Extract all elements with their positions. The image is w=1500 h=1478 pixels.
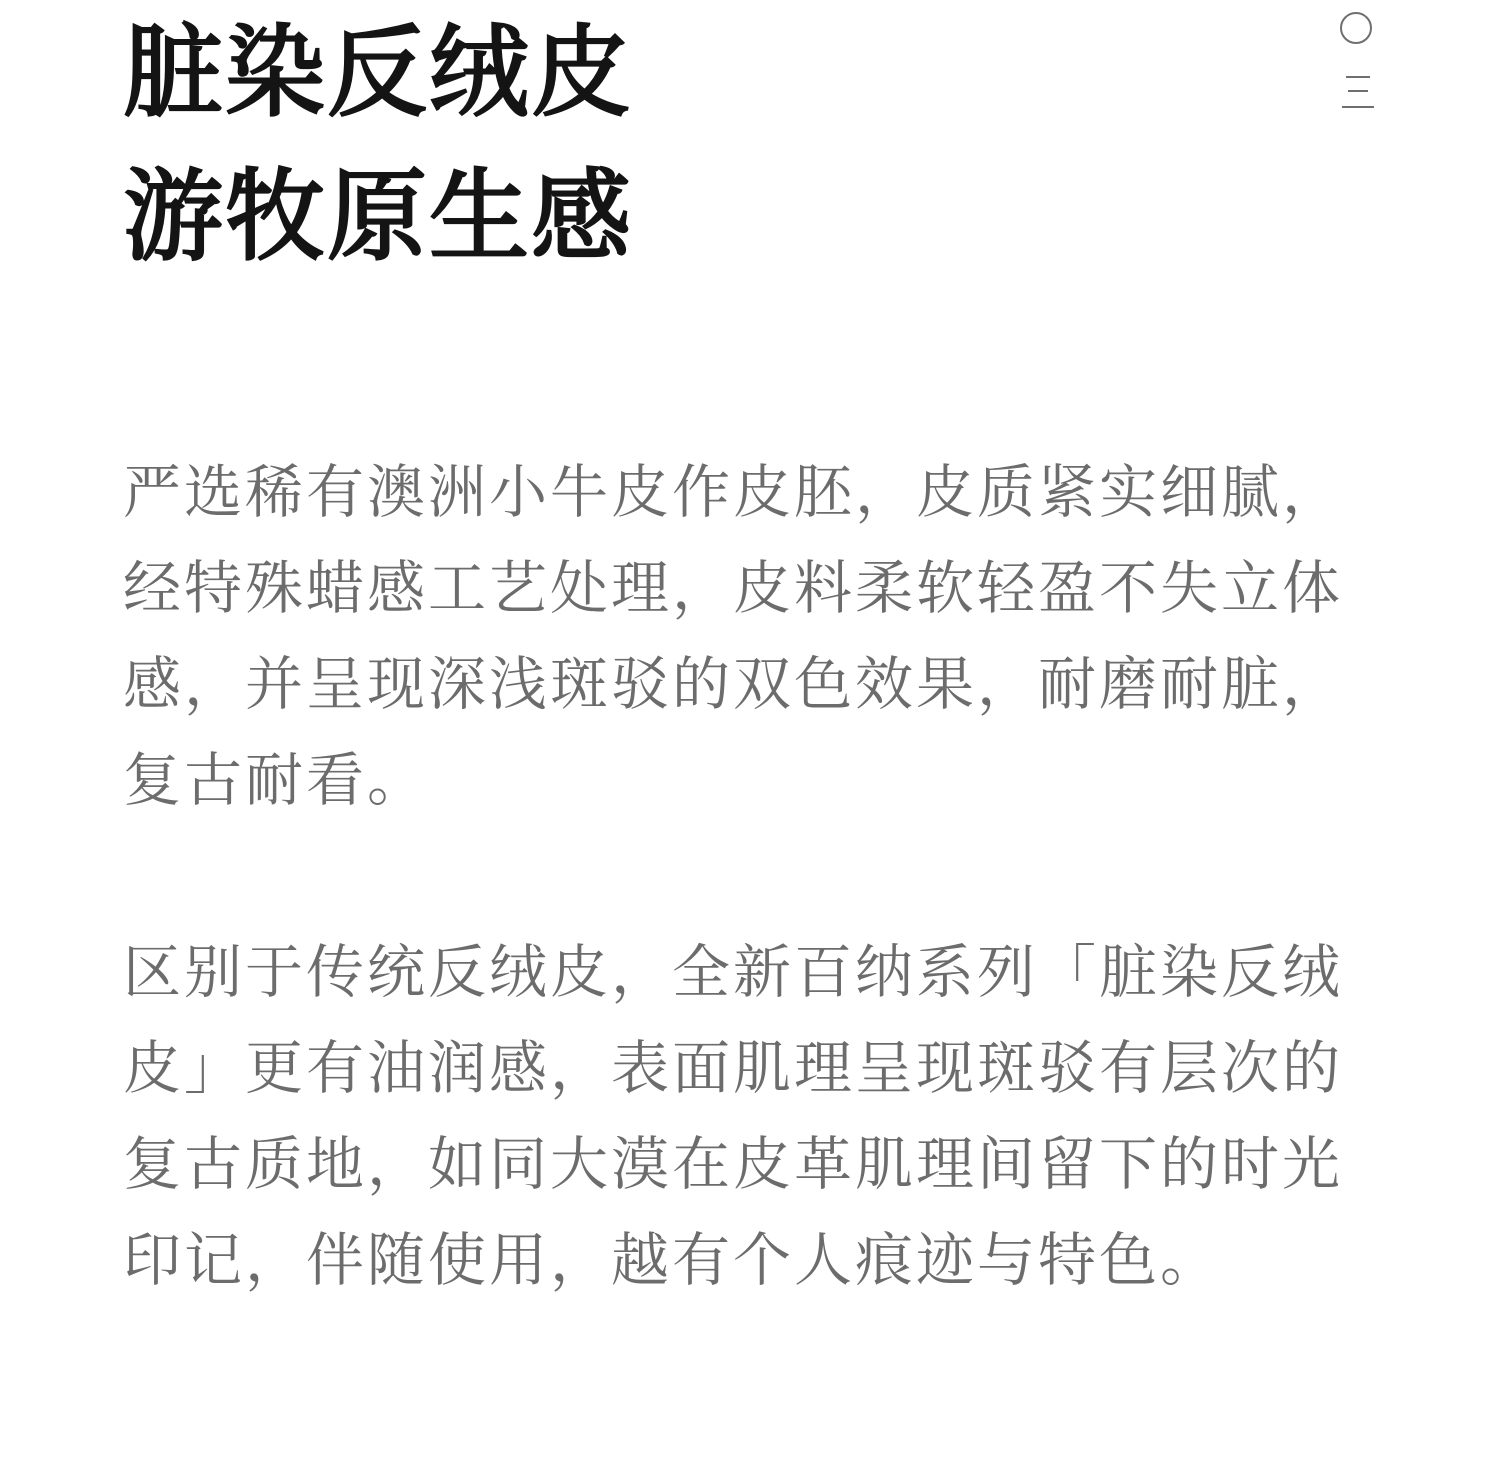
paragraph-2-line-4: 印记，伴随使用，越有个人痕迹与特色。 [123, 1226, 1222, 1294]
description-paragraph-1 [123, 444, 1383, 828]
paragraph-2-line-3: 复古质地，如同大漠在皮革肌理间留下的时光 [123, 1130, 1344, 1198]
paragraph-2-line-1: 区别于传统反绒皮，全新百纳系列「脏染反绒 [123, 938, 1344, 1006]
side-ornament [1336, 8, 1380, 118]
paragraph-1-line-4: 复古耐看。 [123, 746, 429, 814]
page-title [123, 0, 1023, 288]
paragraph-1-line-3: 感，并呈现深浅斑驳的双色效果，耐磨耐脏， [123, 650, 1344, 718]
title-line-2: 游牧原生感 [123, 157, 633, 275]
paragraph-1-line-1: 严选稀有澳洲小牛皮作皮胚，皮质紧实细腻， [123, 458, 1344, 526]
description-paragraph-2 [123, 924, 1383, 1308]
title-line-1: 脏染反绒皮 [123, 13, 633, 131]
circle-icon [1340, 12, 1372, 44]
three-lines-icon [1340, 74, 1376, 110]
paragraph-2-line-2: 皮」更有油润感，表面肌理呈现斑驳有层次的 [123, 1034, 1344, 1102]
paragraph-1-line-2: 经特殊蜡感工艺处理，皮料柔软轻盈不失立体 [123, 554, 1344, 622]
